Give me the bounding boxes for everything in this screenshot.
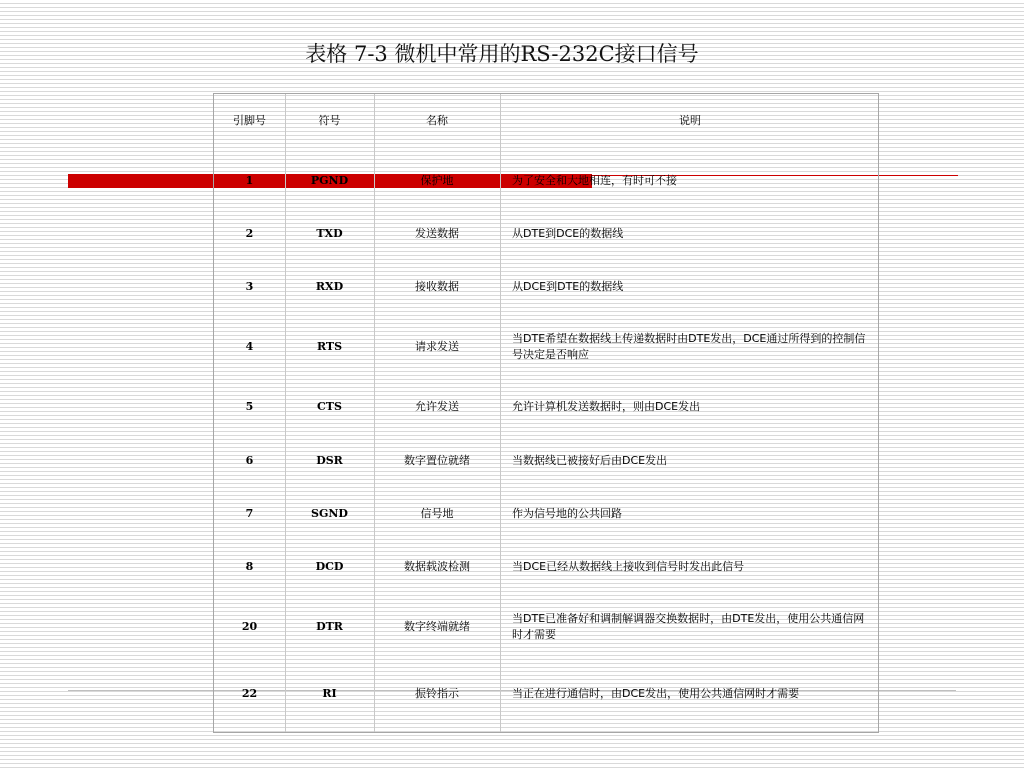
row-pin: 20 bbox=[241, 620, 258, 633]
row-symbol: RI bbox=[322, 687, 337, 700]
row-symbol: SGND bbox=[311, 507, 348, 520]
row-pin: 7 bbox=[245, 507, 254, 520]
signal-table bbox=[213, 93, 879, 733]
header-pin: 引脚号 bbox=[233, 114, 266, 127]
row-description: 当正在进行通信时，由DCE发出，使用公共通信网时才需要 bbox=[512, 687, 800, 700]
row-description: 作为信号地的公共回路 bbox=[512, 507, 622, 520]
column-divider bbox=[500, 94, 501, 732]
header-description: 说明 bbox=[679, 114, 701, 127]
row-symbol: PGND bbox=[310, 174, 349, 187]
page-title: 表格 7-3 微机中常用的RS-232C接口信号 bbox=[305, 42, 699, 66]
row-name: 接收数据 bbox=[415, 280, 459, 293]
row-name: 信号地 bbox=[420, 507, 454, 520]
row-description: 当DTE希望在数据线上传递数据时由DTE发出，DCE通过所得到的控制信号决定是否响应 bbox=[512, 332, 866, 361]
row-description: 当数据线已被接好后由DCE发出 bbox=[512, 454, 668, 467]
row-description: 从DCE到DTE的数据线 bbox=[512, 280, 624, 293]
row-pin: 2 bbox=[245, 227, 254, 240]
row-description: 当DTE已准备好和调制解调器交换数据时，由DTE发出，使用公共通信网时才需要 bbox=[512, 612, 865, 641]
row-pin: 5 bbox=[245, 400, 254, 413]
row-symbol: DSR bbox=[316, 454, 343, 467]
row-description: 从DTE到DCE的数据线 bbox=[512, 227, 624, 240]
row-pin: 8 bbox=[245, 560, 254, 573]
row-pin: 6 bbox=[245, 454, 254, 467]
row-symbol: RXD bbox=[315, 280, 344, 293]
row-symbol: RTS bbox=[316, 340, 343, 353]
row-pin: 22 bbox=[241, 687, 258, 700]
row-description: 为了安全和大地相连，有时可不接 bbox=[512, 174, 677, 187]
row-name: 保护地 bbox=[420, 174, 454, 187]
row-name: 数字置位就绪 bbox=[404, 454, 470, 467]
header-name: 名称 bbox=[426, 114, 448, 127]
row-symbol: TXD bbox=[316, 227, 343, 240]
row-pin: 3 bbox=[245, 280, 254, 293]
row-name: 数据载波检测 bbox=[404, 560, 470, 573]
row-symbol: DTR bbox=[316, 620, 343, 633]
row-description: 允许计算机发送数据时，则由DCE发出 bbox=[512, 400, 701, 413]
header-symbol: 符号 bbox=[318, 114, 341, 127]
row-pin: 1 bbox=[245, 174, 254, 187]
row-name: 数字终端就绪 bbox=[404, 620, 470, 633]
row-name: 允许发送 bbox=[415, 400, 459, 413]
row-description: 当DCE已经从数据线上接收到信号时发出此信号 bbox=[512, 560, 745, 573]
row-name: 振铃指示 bbox=[415, 687, 459, 700]
row-symbol: DCD bbox=[315, 560, 344, 573]
row-pin: 4 bbox=[245, 340, 254, 353]
row-symbol: CTS bbox=[317, 400, 342, 413]
row-name: 发送数据 bbox=[415, 227, 459, 240]
row-name: 请求发送 bbox=[415, 340, 459, 353]
